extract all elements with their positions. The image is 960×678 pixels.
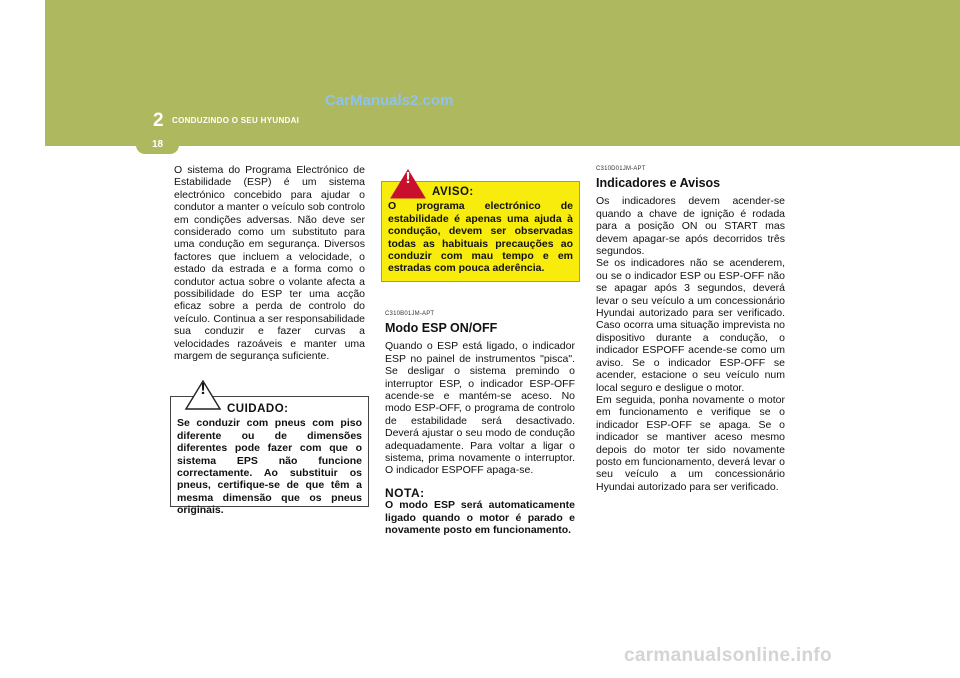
top-watermark-link[interactable]: CarManuals2.com xyxy=(325,92,454,109)
caution-text: Se conduzir com pneus com piso diferente ou de dimensões diferentes pode fazer com que o sistema EPS não funcione correctamente. Ao substituir os pneus, certifique-se de que têm a mesma dimensão que os pneus originais. xyxy=(177,417,362,517)
caution-exclamation-icon: ! xyxy=(200,381,206,398)
esp-mode-paragraph: Quando o ESP está ligado, o indicador ESP no painel de instrumentos "pisca". Se desligar o sistema premindo o interruptor ESP, o indicador ESP-OFF acende-se e mantém-se aceso. No modo ESP-OFF, o programa de controlo de estabilidade será desactivado. Deverá ajustar o seu modo de condução adequadamente. Para voltar a ligar o sistema, prima novamente o interruptor. O indicador ESPOFF apaga-se. xyxy=(385,340,575,477)
indicators-paragraph-2: Se os indicadores não se acenderem, ou se o indicador ESP ou ESP-OFF não se apagar após 3 segundos, deverá levar o seu veículo a um concessionário Hyundai autorizado para ser verificado. Caso ocorra uma situação imprevista no dispositivo durante a condução, o indicador ESPOFF acende-se como um aviso. Se o indicador ESP-OFF se acender, estacione o seu veículo num local seguro e desligue o motor. xyxy=(596,257,785,394)
note-title: NOTA: xyxy=(385,485,425,500)
section-title-esp-mode: Modo ESP ON/OFF xyxy=(385,321,498,336)
right-column xyxy=(596,163,785,493)
esp-intro-paragraph: O sistema do Programa Electrónico de Estabilidade (ESP) é um sistema electrónico concebido para ajudar o condutor a manter o veículo sob controlo em condições adversas. Não deve ser considerado como um substituto para uma condução em segurança. Diversos factores que incluem a velocidade, o estado da estrada e a forma como o condutor actua sobre o volante afecta a possibilidade do ESP ter uma acção eficaz sobre a perda de controlo do veículo. Continua a ser responsabilidade sua conduzir e fazer curvas a velocidades razoáveis e manter uma margem de segurança suficiente. xyxy=(174,164,365,363)
page-number: 18 xyxy=(136,136,179,154)
warning-box xyxy=(381,170,580,282)
warning-exclamation-icon: ! xyxy=(405,170,411,187)
warning-text: O programa electrónico de estabilidade é apenas uma ajuda à condução, devem ser observadas todas as habituais precauções ao conduzir com mau tempo e em estradas com pouca aderência. xyxy=(388,200,573,275)
caution-title: CUIDADO: xyxy=(227,403,289,415)
chapter-title: CONDUZINDO O SEU HYUNDAI xyxy=(172,116,300,125)
middle-column xyxy=(385,308,575,537)
section-code-esp-mode: C310B01JM-APT xyxy=(385,311,435,317)
warning-title: AVISO: xyxy=(432,186,474,198)
footer-watermark-link[interactable]: carmanualsonline.info xyxy=(624,645,832,666)
section-title-indicators: Indicadores e Avisos xyxy=(596,176,721,191)
indicators-paragraph-1: Os indicadores devem acender-se quando a chave de ignição é rodada para a posição ON ou START mas devem apagar-se após decorridos três segundos. xyxy=(596,195,785,258)
section-code-indicators: C310D01JM-APT xyxy=(596,166,646,172)
note-text: O modo ESP será automaticamente ligado quando o motor é parado e novamente posto em funcionamento. xyxy=(385,499,575,537)
chapter-number: 2 xyxy=(153,110,164,131)
caution-box xyxy=(170,381,369,517)
indicators-paragraph-3: Em seguida, ponha novamente o motor em funcionamento e verifique se o indicador ESP-OFF se apaga. Se o indicador se mantiver aceso mesmo depois do motor ter sido novamente posto em funcionamento, deverá levar o seu veículo a um concessionário Hyundai autorizado para ser verificado. xyxy=(596,393,785,493)
left-column xyxy=(174,164,365,363)
